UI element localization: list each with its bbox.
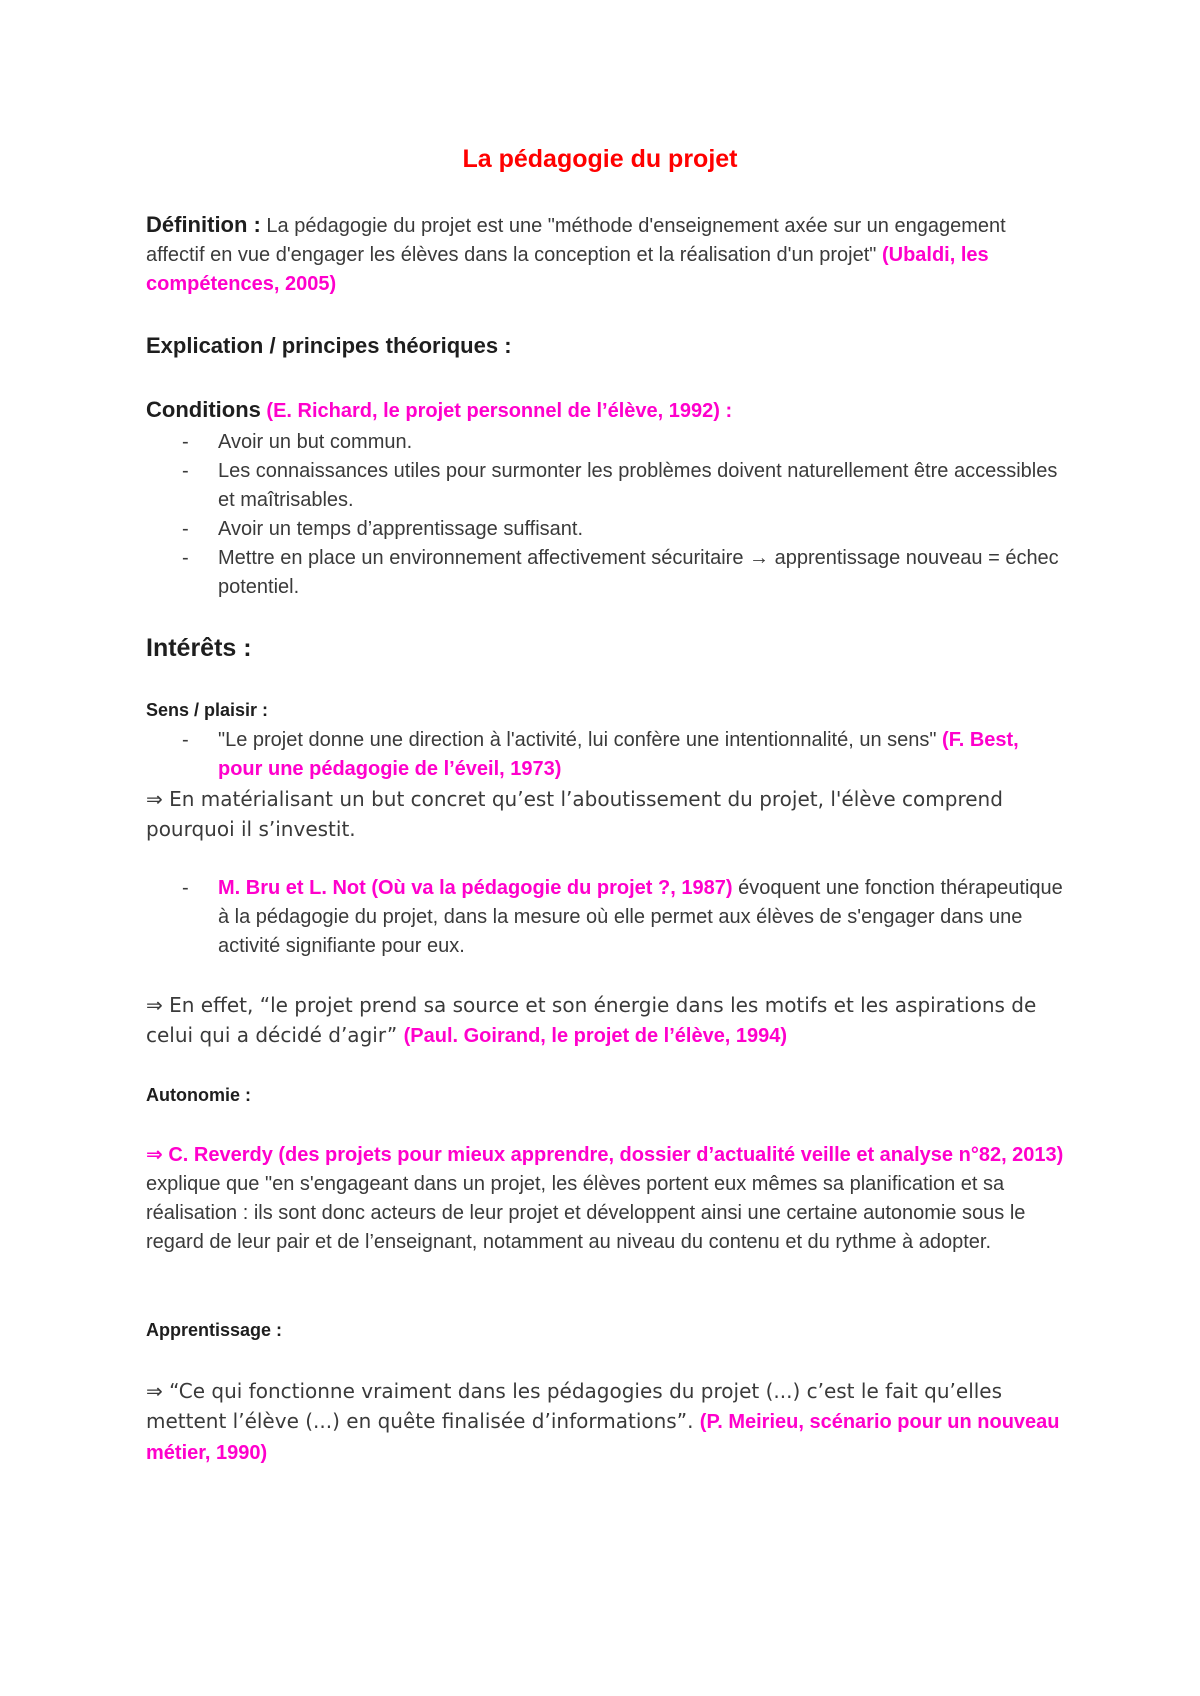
apprentissage-paragraph: ⇒ “Ce qui fonctionne vraiment dans les pédagogies du projet (...) c’est le fait qu’elles mettent l’élève (...) en quête finalisée d’informations”. (P. Meirieu, scénario pour un nouveau métier, 1990): [146, 1379, 1060, 1464]
definition-text: La pédagogie du projet est une "méthode d'enseignement axée sur un engagement affectif en vue d'engager les élèves dans la conception et la réalisation d'un projet": [146, 215, 1006, 266]
interets-heading: Intérêts :: [146, 634, 252, 662]
bru-paragraph: [146, 874, 1066, 961]
page-title: La pédagogie du projet: [462, 145, 738, 173]
sens-arrow-paragraph: ⇒ En matérialisant un but concret qu’est l’aboutissement du projet, l'élève comprend pourquoi il s’investit.: [146, 787, 1003, 841]
explication-heading: Explication / principes théoriques :: [146, 333, 512, 358]
list-item: - M. Bru et L. Not (Où va la pédagogie du projet ?, 1987) évoquent une fonction thérapeutique à la pédagogie du projet, dans la mesure où elle permet aux élèves de s'engager dans une activité signifiante pour eux.: [182, 877, 1063, 957]
list-item: - "Le projet donne une direction à l'activité, lui confère une intentionnalité, un sens" (F. Best, pour une pédagogie de l’éveil, 1973): [182, 729, 1019, 780]
sens-heading: Sens / plaisir :: [146, 700, 269, 720]
list-item: - Mettre en place un environnement affectivement sécuritaire → apprentissage nouveau = échec potentiel.: [182, 547, 1059, 598]
list-item: - Avoir un but commun.: [182, 431, 413, 453]
sens-quote: [146, 726, 1066, 784]
definition-reference: (Ubaldi, les compétences, 2005): [146, 244, 989, 295]
conditions-section: [146, 395, 1066, 602]
conditions-list: [146, 428, 1066, 602]
conditions-label: Conditions: [146, 397, 261, 422]
autonomie-heading: Autonomie :: [146, 1085, 251, 1105]
list-item: - Les connaissances utiles pour surmonter les problèmes doivent naturellement être accessibles et maîtrisables.: [182, 460, 1058, 511]
autonomie-paragraph: ⇒ C. Reverdy (des projets pour mieux apprendre, dossier d’actualité veille et analyse n°82, 2013) explique que "en s'engageant dans un projet, les élèves portent eux mêmes sa planification et sa réalisation : ils sont donc acteurs de leur projet et développent ainsi une certaine autonomie sous le regard de leur pair et de l’enseignant, notamment au niveau du contenu et du rythme à adopter.: [146, 1144, 1064, 1253]
definition-label: Définition :: [146, 212, 261, 237]
effet-paragraph: ⇒ En effet, “le projet prend sa source et son énergie dans les motifs et les aspirations de celui qui a décidé d’agir” (Paul. Goirand, le projet de l’élève, 1994): [146, 993, 1037, 1047]
definition-paragraph: [146, 210, 1066, 299]
conditions-reference: (E. Richard, le projet personnel de l’élève, 1992) :: [260, 400, 733, 422]
list-item: - Avoir un temps d’apprentissage suffisant.: [182, 518, 584, 540]
conditions-heading: [146, 395, 1066, 428]
apprentissage-heading: Apprentissage :: [146, 1320, 283, 1340]
